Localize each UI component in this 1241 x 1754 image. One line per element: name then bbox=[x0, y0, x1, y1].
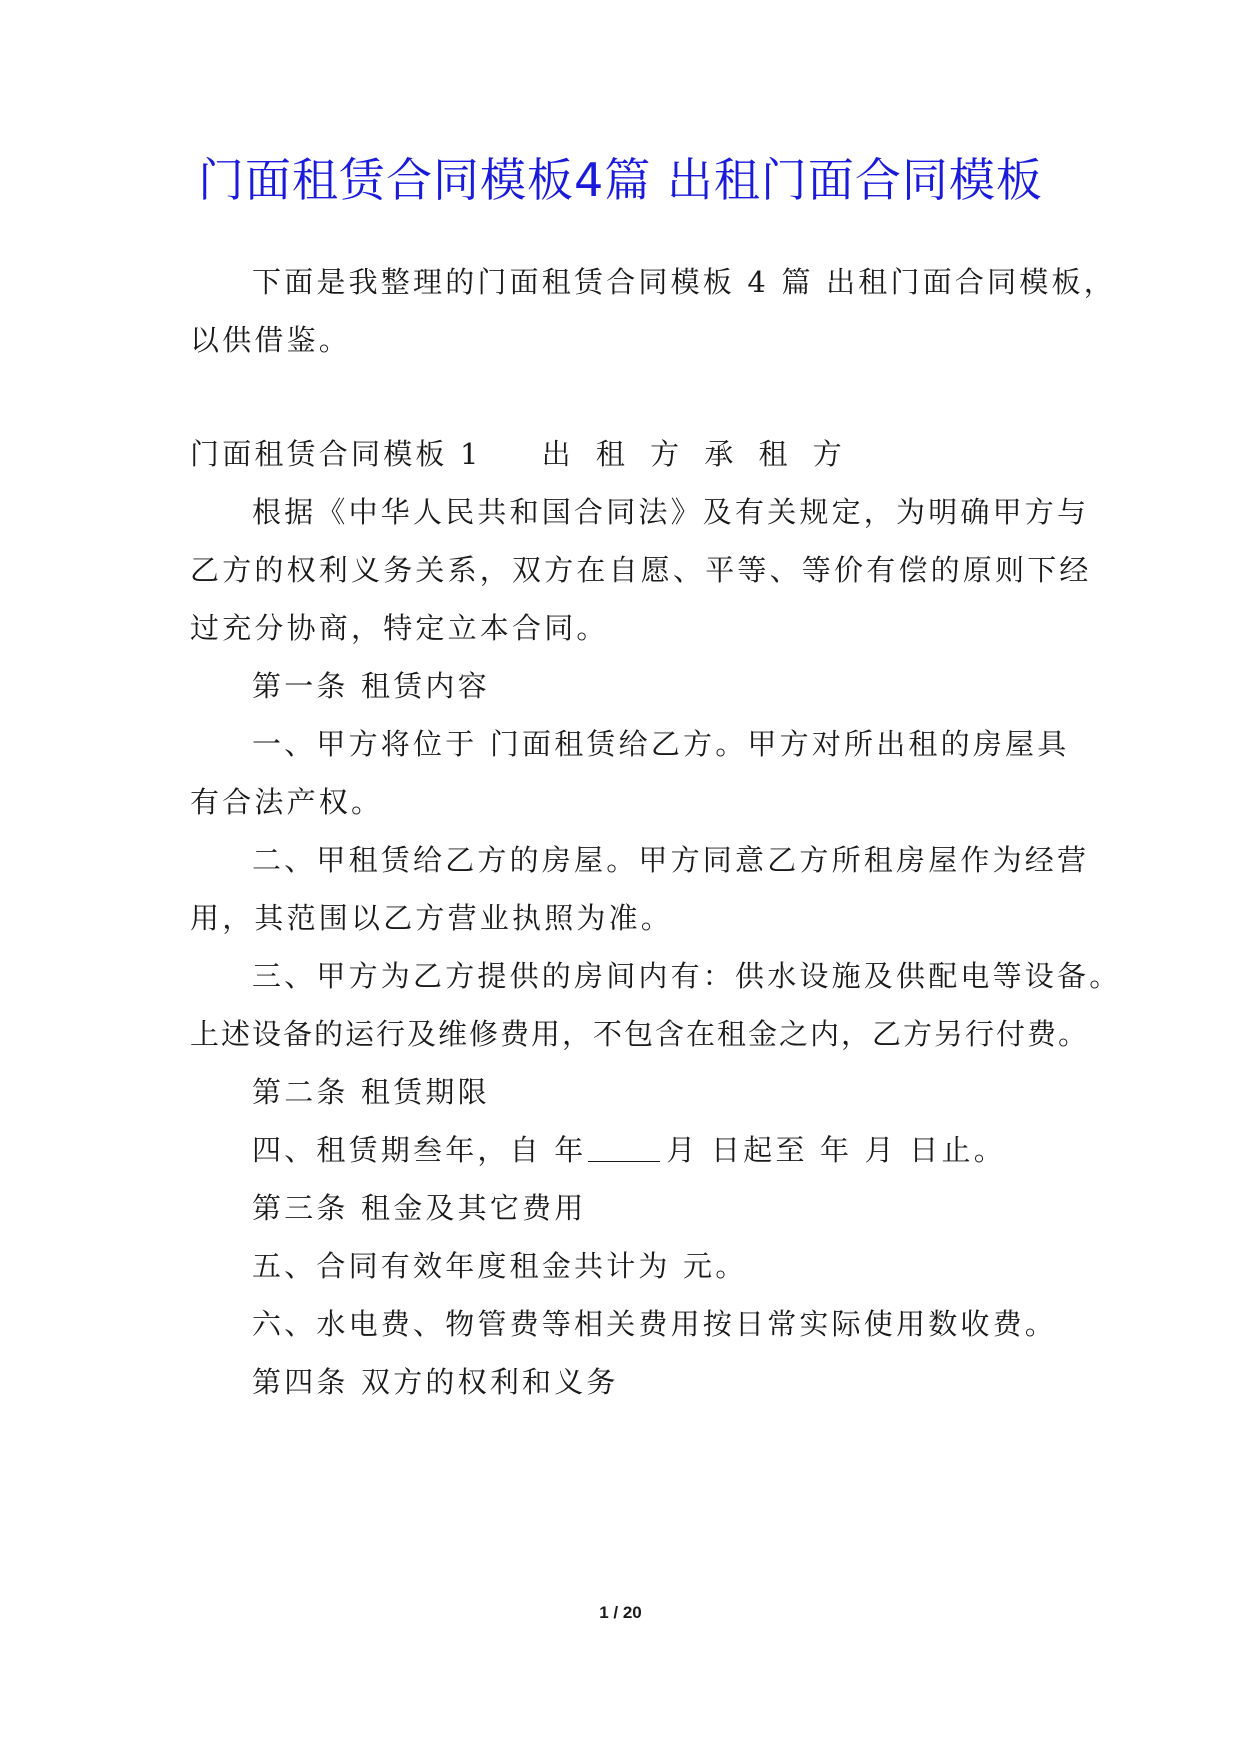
item-3-line-2: 上述设备的运行及维修费用，不包含在租金之内，乙方另行付费。 bbox=[190, 1017, 1090, 1051]
item-4-row bbox=[252, 1130, 1122, 1170]
intro-paragraph-line-2: 以供借鉴。 bbox=[190, 323, 352, 357]
item-1-line-2: 有合法产权。 bbox=[190, 785, 384, 819]
item-1-line-1: 一、甲方将位于 门面租赁给乙方。甲方对所出租的房屋具 bbox=[252, 727, 1070, 761]
article-2-heading: 第二条 租赁期限 bbox=[252, 1075, 490, 1109]
item-3-line-1: 三、甲方为乙方提供的房间内有：供水设施及供配电等设备。 bbox=[252, 959, 1122, 993]
item-6: 六、水电费、物管费等相关费用按日常实际使用数收费。 bbox=[252, 1307, 1058, 1341]
preamble-line-3: 过充分协商，特定立本合同。 bbox=[190, 611, 609, 645]
document-title: 门面租赁合同模板4篇 出租门面合同模板 bbox=[198, 153, 1043, 207]
blank-underline bbox=[588, 1133, 660, 1162]
item-5: 五、合同有效年度租金共计为 元。 bbox=[252, 1249, 748, 1283]
item-2-line-1: 二、甲租赁给乙方的房屋。甲方同意乙方所租房屋作为经营 bbox=[252, 843, 1090, 877]
preamble-line-1: 根据《中华人民共和国合同法》及有关规定，为明确甲方与 bbox=[252, 495, 1090, 529]
item-2-line-2: 用，其范围以乙方营业执照为准。 bbox=[190, 901, 674, 935]
section-1-heading-row bbox=[190, 434, 1060, 474]
intro-paragraph-line-1: 下面是我整理的门面租赁合同模板 4 篇 出租门面合同模板， bbox=[252, 265, 1116, 299]
article-3-heading: 第三条 租金及其它费用 bbox=[252, 1191, 587, 1225]
section-1-heading: 门面租赁合同模板 1 bbox=[190, 437, 482, 471]
item-4-text-start: 四、租赁期叁年，自 年 bbox=[252, 1133, 587, 1167]
preamble-line-2: 乙方的权利义务关系，双方在自愿、平等、等价有偿的原则下经 bbox=[190, 553, 1092, 587]
article-1-heading: 第一条 租赁内容 bbox=[252, 669, 490, 703]
article-4-heading: 第四条 双方的权利和义务 bbox=[252, 1365, 619, 1399]
page-number: 1 / 20 bbox=[599, 1603, 642, 1622]
section-1-parties: 出 租 方 承 租 方 bbox=[541, 437, 850, 471]
item-4-text-end: 月 日起至 年 月 日止。 bbox=[666, 1133, 1006, 1167]
